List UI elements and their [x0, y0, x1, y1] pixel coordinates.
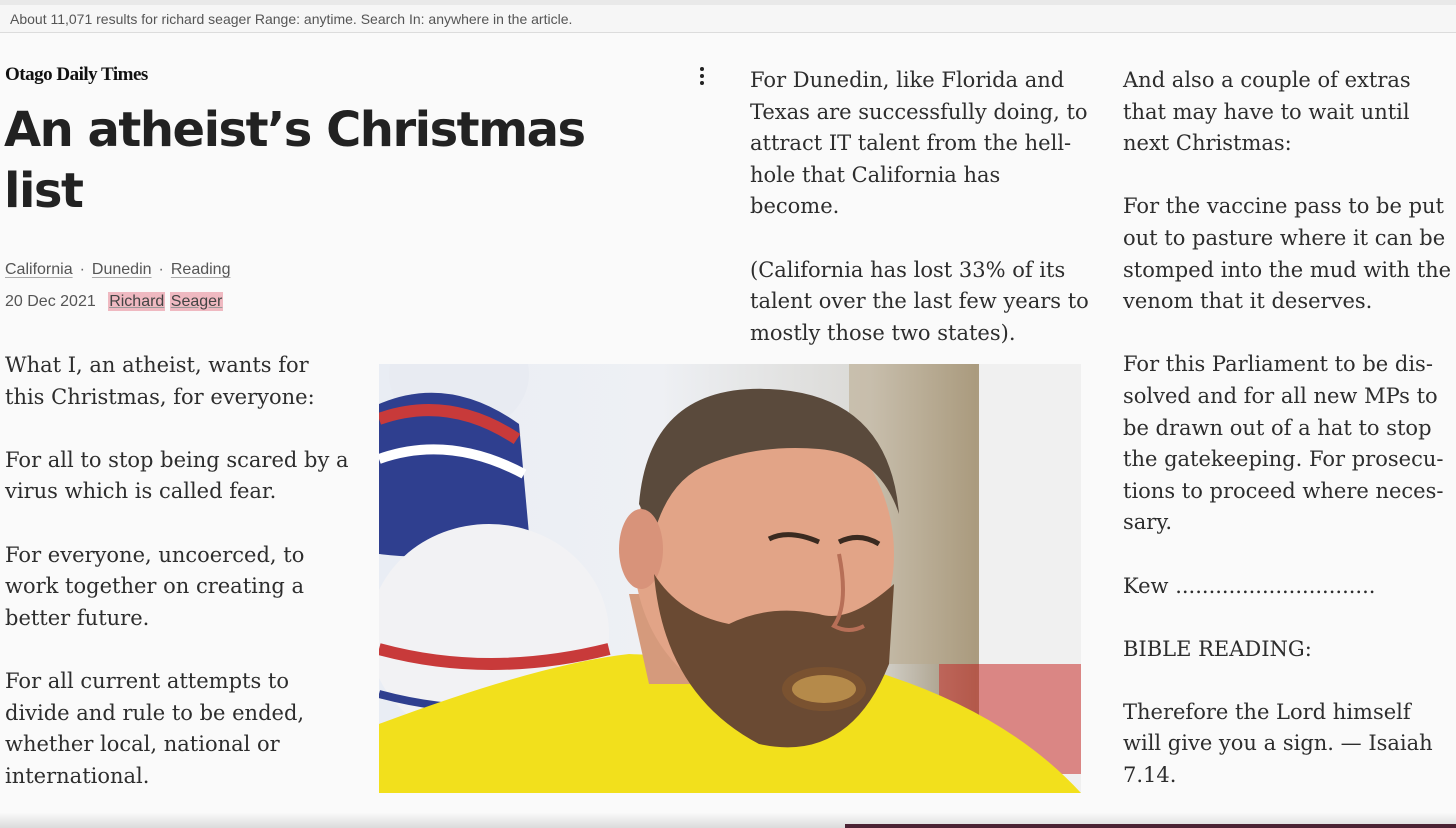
search-results-summary: About 11,071 results for richard seager Range: anytime. Search In: anywhere in the article. [10, 11, 573, 27]
toolbar-edge [0, 0, 1456, 5]
author-last-name-highlight[interactable]: Seager [170, 293, 223, 310]
paragraph: For all to stop being scared by a virus which is called fear. [5, 447, 349, 504]
paragraph: For Dunedin, like Florida and Texas are successfully doing, to attract IT talent from the hell-hole that California has become. [750, 68, 1088, 219]
search-results-bar [0, 0, 1456, 33]
tag-separator: · [79, 261, 85, 278]
photo-illustration [379, 364, 1081, 793]
article-column-left [5, 350, 350, 824]
paragraph: And also a couple of extras that may have to wait until next Christmas: [1123, 68, 1411, 156]
tag-dunedin[interactable]: Dunedin [91, 261, 152, 278]
paragraph: For the vaccine pass to be put out to pasture where it can be stomped into the mud with the venom that it deserves. [1123, 194, 1452, 314]
paragraph: For all current attempts to divide and rule to be ended, whether local, national or international. [5, 668, 305, 788]
more-vertical-icon[interactable] [695, 66, 709, 88]
paragraph: For this Parliament to be dis-solved and for all new MPs to be drawn out of a hat to stop the gatekeeping. For prosecu-tions to proceed where neces-sary. [1123, 352, 1444, 535]
article-column-middle [750, 65, 1090, 381]
article-date: 20 Dec 2021 [5, 293, 96, 310]
paragraph: Therefore the Lord himself will give you a sign. — Isaiah 7.14. [1123, 699, 1433, 788]
paragraph: For everyone, uncoerced, to work together on creating a better future. [5, 542, 305, 630]
window-bottom-strip [845, 824, 1456, 828]
author-first-name-highlight[interactable]: Richard [109, 293, 165, 310]
tag-separator: · [158, 261, 164, 278]
article-column-right [1123, 65, 1453, 823]
paragraph: (California has lost 33% of its talent over the last few years to mostly those two states). [750, 257, 1089, 345]
publication-name: Otago Daily Times [5, 64, 148, 85]
paragraph: Kew .............................. [1123, 573, 1376, 598]
article-title: An atheist’s Christmas list [4, 102, 585, 219]
tag-california[interactable]: California [5, 261, 73, 278]
tag-reading[interactable]: Reading [170, 261, 231, 278]
paragraph: BIBLE READING: [1123, 636, 1312, 661]
article-meta [5, 293, 223, 311]
article-tags [5, 261, 230, 279]
article-photo [379, 364, 1081, 793]
paragraph: What I, an atheist, wants for this Christmas, for everyone: [5, 353, 315, 409]
